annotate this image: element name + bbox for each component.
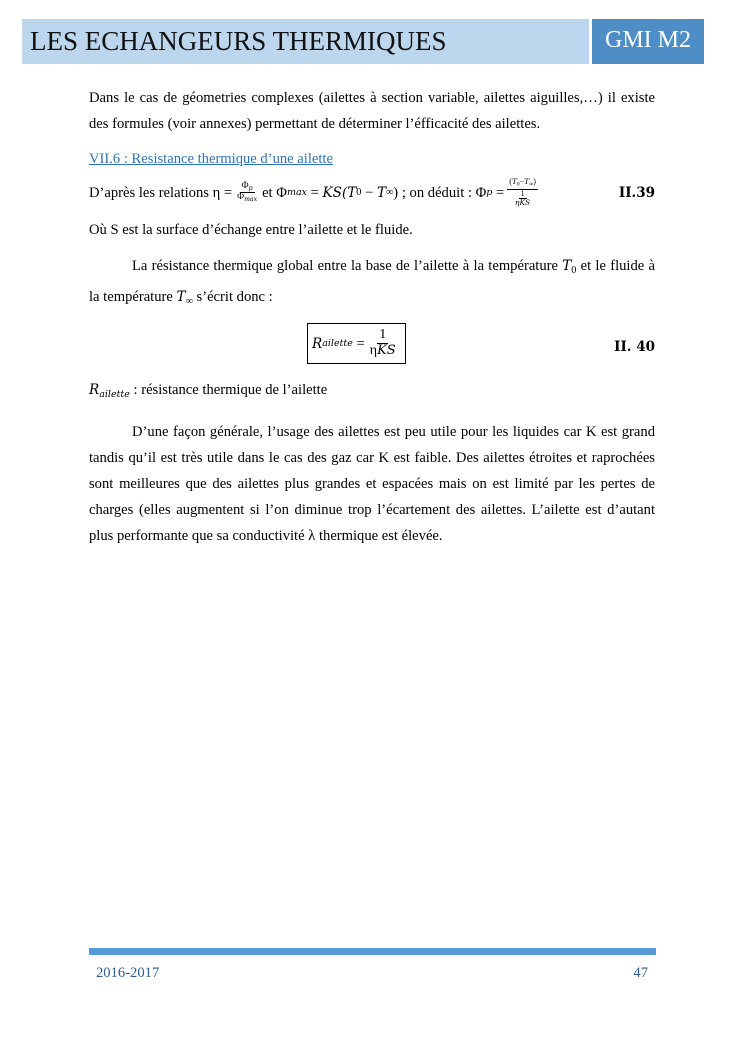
footer-year: 2016-2017 bbox=[96, 965, 160, 981]
course-code: GMI M2 bbox=[592, 19, 704, 64]
global-text-3: s’écrit donc : bbox=[196, 289, 273, 306]
equals-sign: = bbox=[356, 335, 365, 352]
chapter-title: LES ECHANGEURS THERMIQUES bbox=[22, 19, 589, 64]
paragraph-r-definition bbox=[89, 377, 655, 408]
t-symbol: T bbox=[376, 184, 386, 201]
r-symbol: R bbox=[312, 335, 323, 352]
close-paren: ) bbox=[533, 177, 536, 186]
section-heading: VII.6 : Resistance thermique d’une ailette bbox=[89, 151, 333, 167]
equation-II39-row bbox=[89, 178, 655, 207]
equation-II40-box bbox=[307, 323, 406, 363]
ks-symbol: KS bbox=[377, 343, 396, 359]
minus-sign: − bbox=[365, 184, 374, 201]
equation-II40-row bbox=[89, 323, 655, 371]
zero-subscript: 0 bbox=[571, 265, 577, 277]
phi-symbol: Φ bbox=[241, 180, 249, 191]
eq39-lead-text: D’après les relations η = bbox=[89, 184, 233, 201]
equals-sign: = bbox=[496, 184, 505, 201]
equation-number-II40: II. 40 bbox=[614, 339, 655, 356]
t-symbol: T bbox=[347, 184, 357, 201]
and-word: et bbox=[262, 184, 273, 201]
paragraph-complex-geometries: Dans le cas de géometries complexes (ailettes à section variable, ailettes aiguilles,…) il existe des formules (voir annexes) permettant de déterminer l’éfficacité des ailettes. bbox=[89, 90, 655, 132]
paragraph-surface-definition: Où S est la surface d’échange entre l’ailette et le fluide. bbox=[89, 222, 413, 239]
zero-subscript: 0 bbox=[356, 186, 362, 198]
resistance-fraction bbox=[368, 328, 398, 358]
p-subscript: p bbox=[486, 186, 493, 198]
open-paren: ( bbox=[509, 177, 512, 186]
phi-symbol: Φ bbox=[237, 192, 245, 203]
phi-symbol: Φ bbox=[276, 184, 287, 201]
page-body bbox=[89, 85, 655, 549]
inner-fraction bbox=[513, 190, 532, 208]
ks-term: KS( bbox=[322, 184, 348, 201]
equation-number-II39: II.39 bbox=[618, 184, 655, 201]
t-symbol: T bbox=[524, 177, 530, 186]
footer-rule bbox=[89, 948, 656, 955]
minus-sign: − bbox=[519, 177, 525, 186]
phi-symbol: Φ bbox=[475, 184, 487, 201]
r-definition-text: : résistance thermique de l’ailette bbox=[133, 382, 328, 399]
equals-sign: = bbox=[310, 184, 319, 201]
infinity-subscript: ∞ bbox=[529, 181, 534, 188]
phi-p-fraction bbox=[507, 178, 538, 207]
p-subscript: p bbox=[248, 184, 253, 192]
ailette-subscript: ailette bbox=[99, 389, 130, 401]
t-symbol: T bbox=[176, 289, 186, 306]
max-subscript: max bbox=[244, 196, 258, 204]
close-paren: ) bbox=[393, 184, 399, 201]
global-text-2: et le fluide à la température bbox=[89, 258, 655, 306]
infinity-subscript: ∞ bbox=[185, 296, 193, 308]
paragraph-global-resistance bbox=[89, 253, 655, 315]
one-numerator: 1 bbox=[520, 188, 525, 198]
zero-subscript: 0 bbox=[516, 181, 520, 188]
max-subscript: max bbox=[286, 186, 307, 198]
one-numerator: 1 bbox=[379, 327, 387, 343]
ailette-subscript: ailette bbox=[322, 337, 353, 349]
equation-II39 bbox=[89, 178, 541, 207]
t-symbol: T bbox=[511, 177, 517, 186]
t-symbol: T bbox=[562, 258, 572, 275]
eta-fraction bbox=[235, 182, 259, 204]
infinity-subscript: ∞ bbox=[386, 186, 394, 198]
page-number: 47 bbox=[633, 965, 648, 981]
paragraph-general-usage: D’une façon générale, l’usage des ailettes est peu utile pour les liquides car K est grand tandis qu’il est très utile dans le cas des gaz car K est faible. Des ailettes étroites et raprochées sont meilleures que des ailettes plus grandes et espacées mais on est limité par les pertes de charges (elles augmentent si l’on diminue trop l’écartement des ailettes. L’ailette est d’autant plus performante que sa conductivité λ thermique est élevée. bbox=[89, 423, 655, 544]
global-text-1: La résistance thermique global entre la base de l’ailette à la température bbox=[132, 258, 558, 275]
deduce-text: ; on déduit : bbox=[401, 184, 472, 201]
eta-symbol: η bbox=[369, 343, 378, 359]
eta-ks-term: ηKS bbox=[515, 197, 531, 207]
r-symbol: R bbox=[89, 382, 100, 399]
